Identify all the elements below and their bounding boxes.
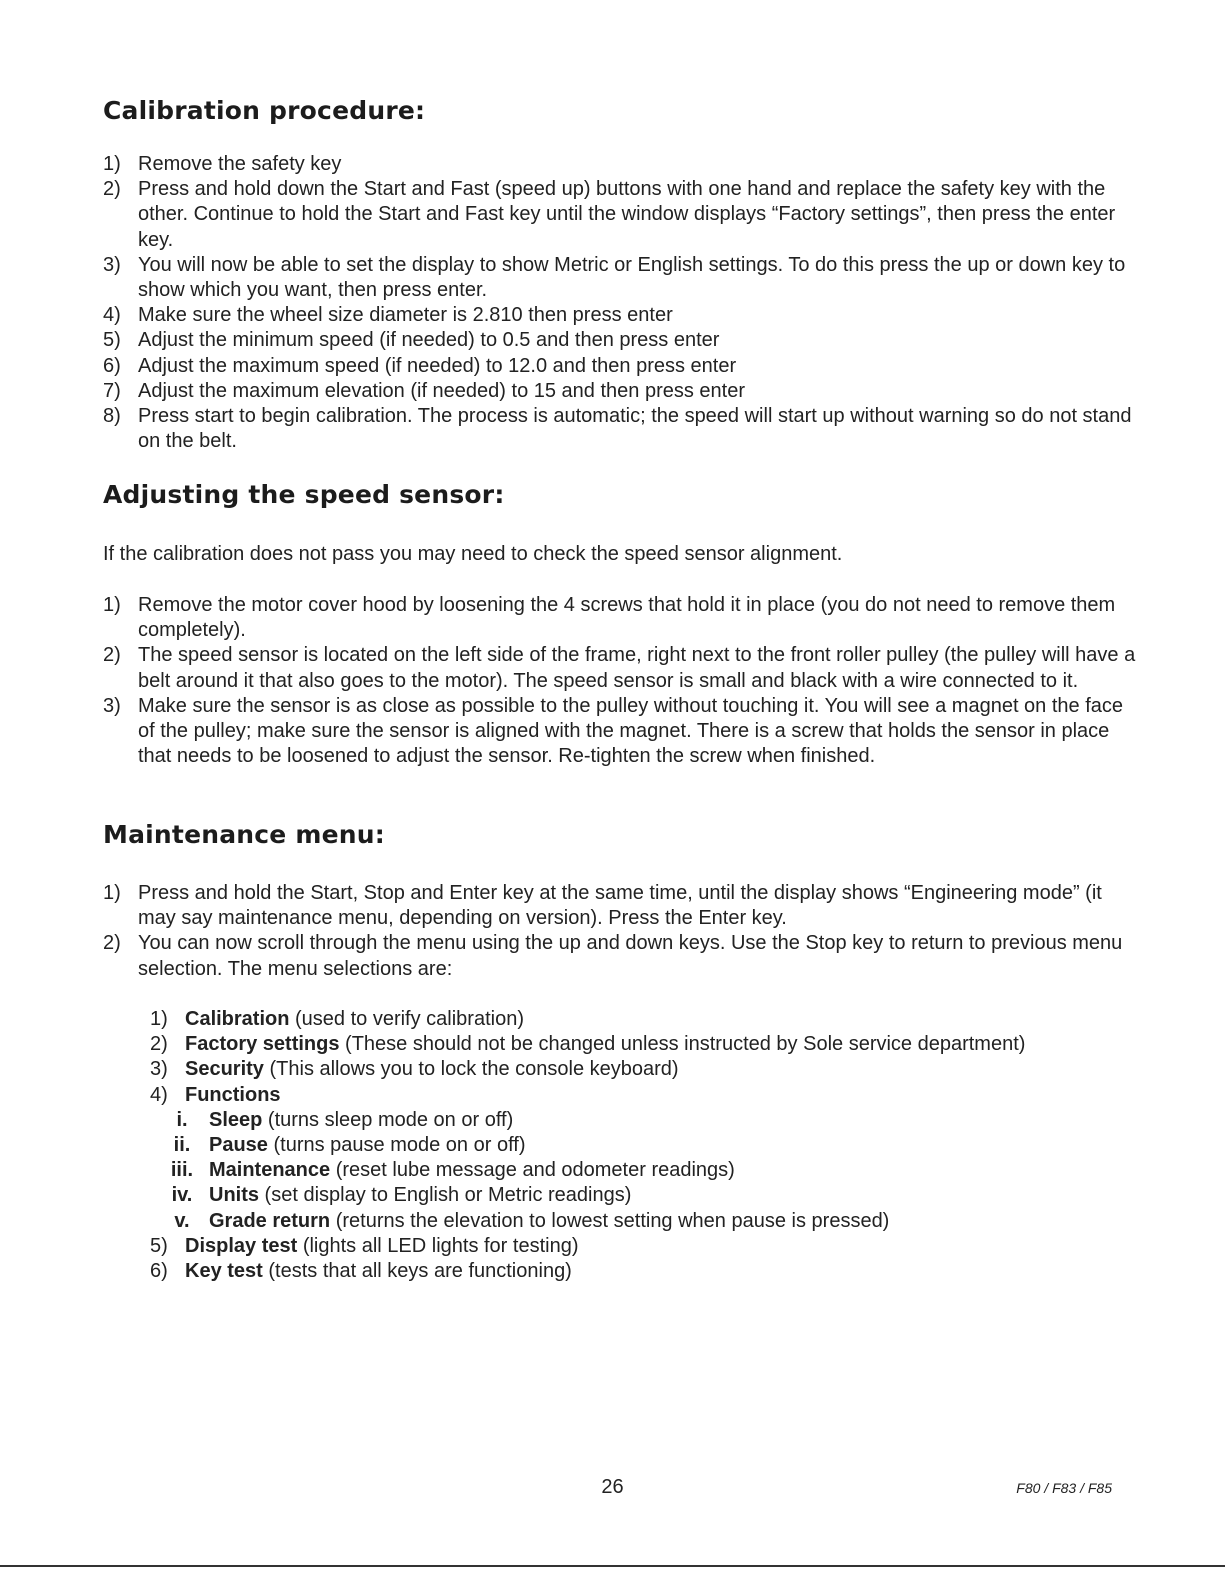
function-item-number: iii. bbox=[170, 1159, 194, 1182]
menu-item-term: Calibration bbox=[185, 1008, 290, 1030]
step-text: Press and hold down the Start and Fast (speed up) buttons with one hand and replace the safety key with the other. Continue to hold the Start and Fast key until the window displays “Factory settings”, then press the enter key. bbox=[138, 178, 1116, 251]
menu-item-number: 2) bbox=[150, 1033, 168, 1056]
function-item-desc: (set display to English or Metric readings) bbox=[259, 1184, 632, 1207]
step-number: 1) bbox=[103, 882, 121, 904]
step-number: 2) bbox=[103, 932, 121, 955]
step-text: Adjust the minimum speed (if needed) to 0.5 and then press enter bbox=[138, 329, 720, 352]
page-number: 26 bbox=[601, 1476, 624, 1498]
maintenance-steps bbox=[103, 881, 1143, 982]
step-text: You can now scroll through the menu using the up and down keys. Use the Stop key to return to previous menu selection. The menu selections are: bbox=[138, 932, 1123, 980]
model-numbers: F80 / F83 / F85 bbox=[1016, 1480, 1112, 1496]
step-text: Adjust the maximum elevation (if needed) to 15 and then press enter bbox=[138, 379, 746, 402]
functions-sublist bbox=[150, 1108, 1150, 1234]
step-number: 2) bbox=[103, 644, 121, 667]
function-item-number: i. bbox=[176, 1108, 188, 1131]
function-item-term: Sleep bbox=[209, 1108, 263, 1131]
menu-item-term: Factory settings bbox=[185, 1033, 340, 1056]
menu-item-number: 4) bbox=[150, 1083, 168, 1106]
step-number: 6) bbox=[103, 354, 121, 377]
step-text: Remove the safety key bbox=[138, 153, 342, 175]
menu-item-desc: (These should not be changed unless instructed by Sole service department) bbox=[339, 1033, 1026, 1056]
step-number: 2) bbox=[103, 178, 121, 201]
maintenance-menu-list bbox=[150, 1007, 1150, 1284]
step-text: You will now be able to set the display to show Metric or English settings. To do this press the up or down key to show which you want, then press enter. bbox=[138, 253, 1126, 302]
speed-sensor-heading: Adjusting the speed sensor: bbox=[103, 480, 505, 509]
step-number: 1) bbox=[103, 594, 121, 616]
step-number: 5) bbox=[103, 329, 121, 352]
maintenance-step bbox=[103, 881, 1143, 931]
menu-item-number: 3) bbox=[150, 1058, 168, 1081]
menu-item-term: Display test bbox=[185, 1234, 298, 1257]
function-item-pause bbox=[150, 1133, 1150, 1158]
menu-item-term: Functions bbox=[185, 1083, 281, 1106]
bottom-rule bbox=[0, 1565, 1225, 1567]
function-item-term: Units bbox=[209, 1184, 259, 1207]
function-item-number: iv. bbox=[171, 1184, 193, 1207]
menu-item-security bbox=[150, 1057, 1150, 1082]
calibration-heading: Calibration procedure: bbox=[103, 96, 426, 125]
menu-item-term: Key test bbox=[185, 1260, 263, 1283]
speed-sensor-step bbox=[103, 593, 1143, 643]
menu-item-term: Security bbox=[185, 1058, 264, 1081]
menu-item-desc: (tests that all keys are functioning) bbox=[262, 1260, 572, 1283]
function-item-term: Grade return bbox=[209, 1209, 331, 1232]
menu-item-desc: (This allows you to lock the console keyboard) bbox=[263, 1058, 679, 1081]
function-item-sleep bbox=[150, 1108, 1150, 1133]
calibration-step bbox=[103, 354, 1143, 379]
step-text: Remove the motor cover hood by loosening the 4 screws that hold it in place (you do not need to remove them completely). bbox=[138, 594, 1116, 642]
step-text: Press and hold the Start, Stop and Enter key at the same time, until the display shows “Engineering mode” (it may say maintenance menu, depending on version). Press the Enter key. bbox=[138, 882, 1102, 930]
menu-item-number: 6) bbox=[150, 1260, 168, 1283]
menu-item-number: 5) bbox=[150, 1234, 168, 1257]
step-number: 1) bbox=[103, 153, 121, 175]
step-text: The speed sensor is located on the left side of the frame, right next to the front roller pulley (the pulley will have a belt around it that also goes to the motor). The speed sensor is small and black with a wire connected to it. bbox=[138, 644, 1136, 692]
step-number: 7) bbox=[103, 379, 121, 402]
function-item-maintenance bbox=[150, 1158, 1150, 1183]
calibration-step bbox=[103, 404, 1143, 454]
function-item-grade-return bbox=[150, 1209, 1150, 1234]
function-item-term: Maintenance bbox=[209, 1159, 331, 1182]
menu-item-key-test bbox=[150, 1259, 1150, 1284]
function-item-number: v. bbox=[174, 1209, 190, 1232]
menu-item-calibration bbox=[150, 1007, 1150, 1032]
step-number: 4) bbox=[103, 304, 121, 327]
calibration-step bbox=[103, 253, 1143, 303]
step-text: Adjust the maximum speed (if needed) to 12.0 and then press enter bbox=[138, 354, 737, 377]
menu-item-number: 1) bbox=[150, 1008, 168, 1030]
function-item-desc: (turns sleep mode on or off) bbox=[262, 1108, 514, 1131]
calibration-step bbox=[103, 303, 1143, 328]
function-item-desc: (reset lube message and odometer readings) bbox=[330, 1159, 735, 1182]
function-item-units bbox=[150, 1183, 1150, 1208]
step-text: Make sure the wheel size diameter is 2.810 then press enter bbox=[138, 304, 673, 327]
speed-sensor-step bbox=[103, 694, 1143, 770]
maintenance-step bbox=[103, 931, 1143, 981]
step-number: 3) bbox=[103, 694, 121, 717]
menu-item-display-test bbox=[150, 1234, 1150, 1259]
calibration-step bbox=[103, 379, 1143, 404]
maintenance-heading: Maintenance menu: bbox=[103, 820, 385, 849]
step-text: Press start to begin calibration. The process is automatic; the speed will start up without warning so do not stand on the belt. bbox=[138, 405, 1132, 453]
menu-item-desc: (used to verify calibration) bbox=[289, 1008, 524, 1030]
menu-item-desc: (lights all LED lights for testing) bbox=[297, 1234, 579, 1257]
step-number: 3) bbox=[103, 253, 121, 276]
menu-item-functions bbox=[150, 1083, 1150, 1234]
calibration-step bbox=[103, 152, 1143, 177]
function-item-desc: (returns the elevation to lowest setting when pause is pressed) bbox=[330, 1209, 890, 1232]
calibration-steps bbox=[103, 152, 1143, 454]
speed-sensor-intro: If the calibration does not pass you may need to check the speed sensor alignment. bbox=[103, 543, 843, 565]
calibration-step bbox=[103, 177, 1143, 253]
step-text: Make sure the sensor is as close as possible to the pulley without touching it. You will see a magnet on the face of the pulley; make sure the sensor is aligned with the magnet. There is a screw that holds the sensor in place that needs to be loosened to adjust the sensor. Re-tighten the screw when finished. bbox=[138, 694, 1124, 768]
speed-sensor-steps bbox=[103, 593, 1143, 769]
calibration-step bbox=[103, 328, 1143, 353]
menu-item-factory-settings bbox=[150, 1032, 1150, 1057]
function-item-term: Pause bbox=[209, 1134, 268, 1157]
function-item-number: ii. bbox=[173, 1134, 191, 1157]
step-number: 8) bbox=[103, 405, 121, 428]
function-item-desc: (turns pause mode on or off) bbox=[267, 1134, 526, 1157]
speed-sensor-step bbox=[103, 643, 1143, 693]
